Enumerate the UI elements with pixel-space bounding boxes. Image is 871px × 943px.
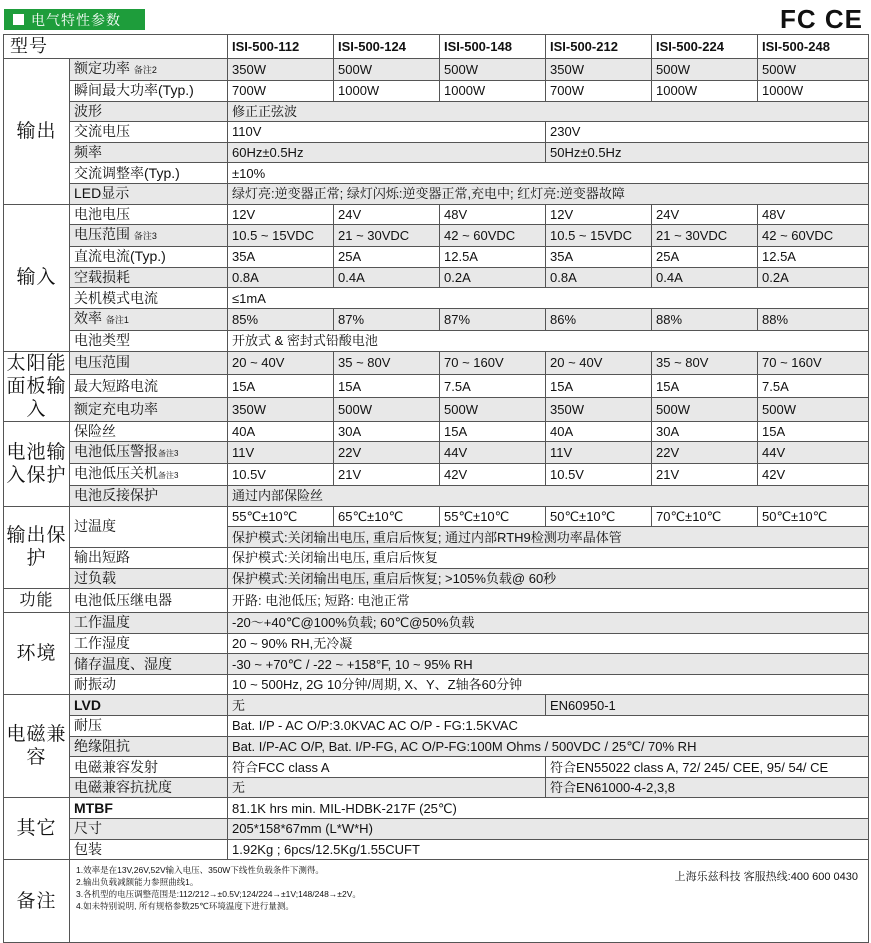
table-cell: 35A xyxy=(228,247,334,268)
table-cell: 15A xyxy=(228,374,334,397)
table-cell: 1.92Kg ; 6pcs/12.5Kg/1.55CUFT xyxy=(228,839,869,860)
table-cell: 保护模式:关闭输出电压, 重启后恢复; 通过内部RTH9检测功率晶体管 xyxy=(228,527,869,548)
section-solar: 太阳能面板输入 xyxy=(4,351,70,421)
section-emc: 电磁兼容 xyxy=(4,695,70,798)
row-label: 关机模式电流 xyxy=(70,288,228,309)
table-row xyxy=(4,839,869,860)
section-title-banner xyxy=(4,9,145,30)
table-row xyxy=(4,777,869,798)
table-cell: 25A xyxy=(334,247,440,268)
row-label-text: 效率 xyxy=(74,309,102,326)
table-cell: 15A xyxy=(652,374,758,397)
square-icon xyxy=(13,14,24,25)
note-ref: 备注3 xyxy=(158,449,179,459)
table-cell: 500W xyxy=(758,398,869,421)
row-label: 电池类型 xyxy=(70,330,228,351)
spec-table xyxy=(3,34,869,943)
table-cell: 48V xyxy=(758,204,869,225)
row-label: MTBF xyxy=(70,798,228,819)
row-label: 尺寸 xyxy=(70,819,228,840)
note-item: 3.各机型的电压调整范围是:112/212→±0.5V;124/224→±1V;148/248→±2V。 xyxy=(76,889,361,900)
table-cell: 15A xyxy=(758,421,869,442)
row-label: LED显示 xyxy=(70,183,228,204)
table-cell: 88% xyxy=(652,308,758,330)
row-label xyxy=(70,308,228,330)
table-cell: 20 ~ 40V xyxy=(546,351,652,374)
table-row xyxy=(4,568,869,589)
table-cell: 230V xyxy=(546,122,869,143)
table-cell: 70 ~ 160V xyxy=(440,351,546,374)
table-cell: 12V xyxy=(228,204,334,225)
table-cell: 70 ~ 160V xyxy=(758,351,869,374)
table-cell: -30 ~ +70℃ / -22 ~ +158°F, 10 ~ 95% RH xyxy=(228,654,869,675)
note-item: 1.效率是在13V,26V,52V输入电压、350W下线性负载条件下测得。 xyxy=(76,865,324,876)
table-cell: Bat. I/P - AC O/P:3.0KVAC AC O/P - FG:1.5KVAC xyxy=(228,716,869,737)
section-environment: 环境 xyxy=(4,613,70,695)
row-label: 额定充电功率 xyxy=(70,398,228,421)
table-cell: 12.5A xyxy=(440,247,546,268)
table-cell: 0.2A xyxy=(758,267,869,288)
row-label: 保险丝 xyxy=(70,421,228,442)
table-row xyxy=(4,654,869,675)
row-label: 储存温度、湿度 xyxy=(70,654,228,675)
table-cell: 0.8A xyxy=(228,267,334,288)
table-cell: 50Hz±0.5Hz xyxy=(546,142,869,163)
table-cell: 21 ~ 30VDC xyxy=(334,225,440,247)
table-cell: 48V xyxy=(440,204,546,225)
row-label: 过温度 xyxy=(70,506,228,547)
model-name: ISI-500-212 xyxy=(546,35,652,59)
table-cell: 87% xyxy=(334,308,440,330)
table-cell: Bat. I/P-AC O/P, Bat. I/P-FG, AC O/P-FG:100M Ohms / 500VDC / 25℃/ 70% RH xyxy=(228,736,869,757)
table-cell: 44V xyxy=(758,442,869,464)
row-label: 频率 xyxy=(70,142,228,163)
row-label: 电磁兼容发射 xyxy=(70,757,228,778)
row-label: 耐压 xyxy=(70,716,228,737)
row-label: 电池电压 xyxy=(70,204,228,225)
table-cell: 500W xyxy=(758,59,869,81)
table-cell: 35A xyxy=(546,247,652,268)
table-cell: 22V xyxy=(652,442,758,464)
table-cell: 15A xyxy=(334,374,440,397)
table-cell: 0.8A xyxy=(546,267,652,288)
table-row xyxy=(4,288,869,309)
table-cell: -20～+40℃@100%负载; 60℃@50%负载 xyxy=(228,613,869,634)
table-cell: 10.5 ~ 15VDC xyxy=(546,225,652,247)
table-row xyxy=(4,122,869,143)
section-output: 输出 xyxy=(4,59,70,205)
table-row xyxy=(4,163,869,184)
table-cell: 350W xyxy=(546,59,652,81)
table-cell: 88% xyxy=(758,308,869,330)
table-cell: 无 xyxy=(228,695,546,716)
table-cell: 50℃±10℃ xyxy=(546,506,652,527)
row-label-text: 电池低压关机 xyxy=(74,465,158,482)
table-cell: 0.4A xyxy=(652,267,758,288)
table-row xyxy=(4,183,869,204)
table-row xyxy=(4,736,869,757)
table-cell: 21 ~ 30VDC xyxy=(652,225,758,247)
table-row xyxy=(4,589,869,613)
table-row xyxy=(4,442,869,464)
table-cell: 110V xyxy=(228,122,546,143)
row-label: 空载损耗 xyxy=(70,267,228,288)
table-cell: 无 xyxy=(228,777,546,798)
table-cell: 0.4A xyxy=(334,267,440,288)
section-other: 其它 xyxy=(4,798,70,860)
table-row xyxy=(4,506,869,527)
note-ref: 备注3 xyxy=(133,231,157,242)
row-label: 交流电压 xyxy=(70,122,228,143)
row-label: 电磁兼容抗扰度 xyxy=(70,777,228,798)
section-title: 电气特性参数 xyxy=(31,11,121,28)
table-row xyxy=(4,351,869,374)
table-row xyxy=(4,674,869,695)
table-row xyxy=(4,716,869,737)
row-label: 输出短路 xyxy=(70,547,228,568)
table-row xyxy=(4,695,869,716)
model-name: ISI-500-224 xyxy=(652,35,758,59)
table-row xyxy=(4,225,869,247)
table-cell: 350W xyxy=(546,398,652,421)
row-label: 工作温度 xyxy=(70,613,228,634)
table-row xyxy=(4,59,869,81)
section-input: 输入 xyxy=(4,204,70,351)
table-cell: 1000W xyxy=(334,81,440,102)
table-cell: 1000W xyxy=(440,81,546,102)
table-cell: 35 ~ 80V xyxy=(334,351,440,374)
table-cell: 25A xyxy=(652,247,758,268)
table-cell: 87% xyxy=(440,308,546,330)
table-cell: 10.5V xyxy=(228,464,334,486)
table-cell: 21V xyxy=(334,464,440,486)
table-cell: 35 ~ 80V xyxy=(652,351,758,374)
table-cell: 42V xyxy=(440,464,546,486)
row-label-text: 电压范围 xyxy=(74,226,130,243)
note-ref: 备注2 xyxy=(133,65,157,75)
table-cell: 700W xyxy=(546,81,652,102)
model-label: 型号 xyxy=(4,35,228,59)
row-label: 瞬间最大功率(Typ.) xyxy=(70,81,228,102)
table-cell: 1000W xyxy=(652,81,758,102)
row-label: 波形 xyxy=(70,101,228,122)
model-name: ISI-500-248 xyxy=(758,35,869,59)
table-cell: 22V xyxy=(334,442,440,464)
table-row xyxy=(4,798,869,819)
table-cell: 21V xyxy=(652,464,758,486)
table-cell: 7.5A xyxy=(758,374,869,397)
table-cell: 205*158*67mm (L*W*H) xyxy=(228,819,869,840)
table-cell: 10 ~ 500Hz, 2G 10分钟/周期, X、Y、Z轴各60分钟 xyxy=(228,674,869,695)
table-cell: 50℃±10℃ xyxy=(758,506,869,527)
table-cell: 20 ~ 90% RH,无冷凝 xyxy=(228,633,869,654)
section-output-protection: 输出保护 xyxy=(4,506,70,588)
row-label xyxy=(70,442,228,464)
table-cell: 12V xyxy=(546,204,652,225)
table-cell: 350W xyxy=(228,398,334,421)
row-label: 绝缘阻抗 xyxy=(70,736,228,757)
table-cell: 500W xyxy=(334,59,440,81)
table-cell: 7.5A xyxy=(440,374,546,397)
note-ref: 备注1 xyxy=(105,314,129,325)
row-label: 交流调整率(Typ.) xyxy=(70,163,228,184)
table-row xyxy=(4,267,869,288)
table-cell: 30A xyxy=(334,421,440,442)
table-cell: ±10% xyxy=(228,163,869,184)
table-cell: 500W xyxy=(440,59,546,81)
note-item: 4.如未特别说明, 所有规格参数25℃环境温度下进行量测。 xyxy=(76,901,294,912)
model-name: ISI-500-124 xyxy=(334,35,440,59)
table-cell: 绿灯亮:逆变器正常; 绿灯闪烁:逆变器正常,充电中; 红灯亮:逆变器故障 xyxy=(228,183,869,204)
table-cell: 11V xyxy=(546,442,652,464)
row-label: 工作湿度 xyxy=(70,633,228,654)
table-row xyxy=(4,613,869,634)
table-cell: 24V xyxy=(334,204,440,225)
table-cell: 15A xyxy=(440,421,546,442)
row-label xyxy=(70,464,228,486)
table-cell: 85% xyxy=(228,308,334,330)
table-row xyxy=(4,308,869,330)
table-row xyxy=(4,204,869,225)
table-cell: 开放式 & 密封式铅酸电池 xyxy=(228,330,869,351)
table-cell: 55℃±10℃ xyxy=(440,506,546,527)
table-cell: 20 ~ 40V xyxy=(228,351,334,374)
table-row xyxy=(4,633,869,654)
row-label: 直流电流(Typ.) xyxy=(70,247,228,268)
row-label: 电池反接保护 xyxy=(70,486,228,507)
table-row xyxy=(4,486,869,507)
row-label: 包装 xyxy=(70,839,228,860)
table-cell: 保护模式:关闭输出电压, 重启后恢复; >105%负载@ 60秒 xyxy=(228,568,869,589)
table-cell: 通过内部保险丝 xyxy=(228,486,869,507)
table-cell: 700W xyxy=(228,81,334,102)
table-cell: 500W xyxy=(440,398,546,421)
row-label: 最大短路电流 xyxy=(70,374,228,397)
table-row xyxy=(4,142,869,163)
table-cell: 70℃±10℃ xyxy=(652,506,758,527)
table-row xyxy=(4,81,869,102)
section-notes: 备注 xyxy=(4,860,70,943)
table-cell: 15A xyxy=(546,374,652,397)
table-cell: 86% xyxy=(546,308,652,330)
row-label: 电池低压继电器 xyxy=(70,589,228,613)
table-cell: 0.2A xyxy=(440,267,546,288)
table-cell: 60Hz±0.5Hz xyxy=(228,142,546,163)
table-row xyxy=(4,819,869,840)
table-cell: 符合FCC class A xyxy=(228,757,546,778)
table-cell: 40A xyxy=(228,421,334,442)
table-row xyxy=(4,374,869,397)
table-cell: 42 ~ 60VDC xyxy=(758,225,869,247)
table-row xyxy=(4,330,869,351)
table-row xyxy=(4,247,869,268)
model-name: ISI-500-148 xyxy=(440,35,546,59)
table-cell: 42V xyxy=(758,464,869,486)
table-cell: 修正正弦波 xyxy=(228,101,869,122)
table-cell: 11V xyxy=(228,442,334,464)
table-row xyxy=(4,421,869,442)
note-ref: 备注3 xyxy=(158,471,179,481)
row-label: 耐振动 xyxy=(70,674,228,695)
table-cell: 500W xyxy=(334,398,440,421)
model-row xyxy=(4,35,869,59)
table-cell: 40A xyxy=(546,421,652,442)
table-cell: 30A xyxy=(652,421,758,442)
row-label xyxy=(70,225,228,247)
table-cell: 81.1K hrs min. MIL-HDBK-217F (25℃) xyxy=(228,798,869,819)
table-row xyxy=(4,101,869,122)
section-function: 功能 xyxy=(4,589,70,613)
table-cell xyxy=(70,860,869,943)
table-row xyxy=(4,398,869,421)
table-cell: EN60950-1 xyxy=(546,695,869,716)
table-cell: 44V xyxy=(440,442,546,464)
note-item: 2.输出负载减额能力参照曲线1。 xyxy=(76,877,199,888)
row-label: LVD xyxy=(70,695,228,716)
table-cell: 符合EN61000-4-2,3,8 xyxy=(546,777,869,798)
table-row xyxy=(4,547,869,568)
table-cell: 55℃±10℃ xyxy=(228,506,334,527)
row-label: 过负载 xyxy=(70,568,228,589)
table-cell: 24V xyxy=(652,204,758,225)
table-cell: 10.5 ~ 15VDC xyxy=(228,225,334,247)
model-name: ISI-500-112 xyxy=(228,35,334,59)
table-cell: 500W xyxy=(652,59,758,81)
table-cell: 保护模式:关闭输出电压, 重启后恢复 xyxy=(228,547,869,568)
table-cell: 开路: 电池低压; 短路: 电池正常 xyxy=(228,589,869,613)
table-cell: 350W xyxy=(228,59,334,81)
row-label-text: 电池低压警报 xyxy=(74,443,158,460)
row-label: 电压范围 xyxy=(70,351,228,374)
row-label-text: 额定功率 xyxy=(74,60,130,76)
table-cell: 12.5A xyxy=(758,247,869,268)
table-cell: 10.5V xyxy=(546,464,652,486)
table-cell: 1000W xyxy=(758,81,869,102)
section-battery: 电池输入保护 xyxy=(4,421,70,506)
notes-row xyxy=(4,860,869,943)
table-row xyxy=(4,464,869,486)
table-cell: 65℃±10℃ xyxy=(334,506,440,527)
certification-marks: FC CE xyxy=(780,4,863,34)
table-cell: ≤1mA xyxy=(228,288,869,309)
table-cell: 500W xyxy=(652,398,758,421)
row-label xyxy=(70,59,228,81)
table-cell: 符合EN55022 class A, 72/ 245/ CEE, 95/ 54/ CE xyxy=(546,757,869,778)
table-row xyxy=(4,757,869,778)
table-cell: 42 ~ 60VDC xyxy=(440,225,546,247)
hotline-text: 上海乐兹科技 客服热线:400 600 0430 xyxy=(674,871,858,884)
